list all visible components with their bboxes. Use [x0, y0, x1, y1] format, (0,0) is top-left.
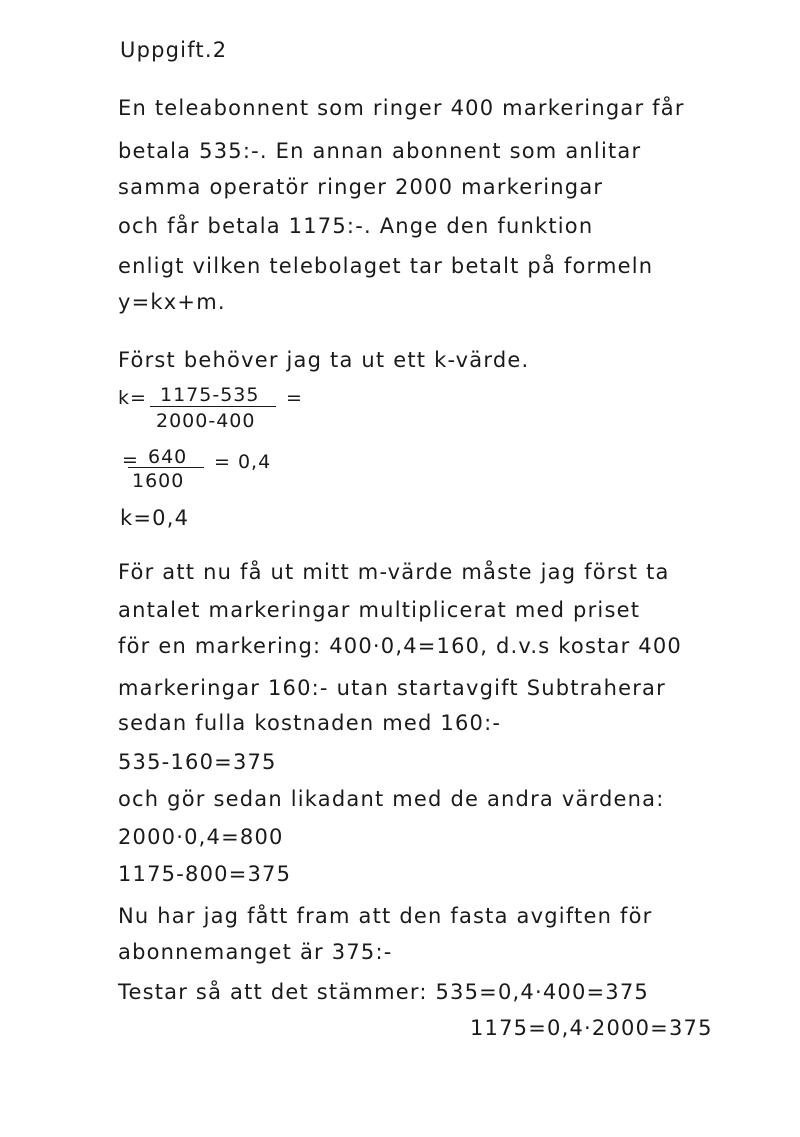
task-line: En teleabonnent som ringer 400 markeringar får	[118, 96, 685, 120]
task-line: y=kx+m.	[118, 290, 226, 314]
step2-prefix: =	[122, 449, 139, 471]
k-result: k=0,4	[120, 506, 190, 530]
m-line: 2000·0,4=800	[118, 825, 284, 849]
task-line: enligt vilken telebolaget tar betalt på formeln	[118, 254, 654, 278]
m-line: Nu har jag fått fram att den fasta avgiften för	[118, 904, 653, 928]
m-line: abonnemanget är 375:-	[118, 940, 393, 964]
fraction-numerator: 640	[148, 446, 188, 468]
m-line: sedan fulla kostnaden med 160:-	[118, 711, 502, 735]
m-line: 1175-800=375	[118, 862, 292, 886]
fraction-bar	[150, 406, 276, 407]
equals-sign: =	[286, 387, 303, 409]
m-line: för en markering: 400·0,4=160, d.v.s kostar 400	[118, 634, 682, 658]
task-line: och får betala 1175:-. Ange den funktion	[118, 214, 594, 238]
page-title: Uppgift.2	[120, 38, 228, 62]
k-intro: Först behöver jag ta ut ett k-värde.	[118, 348, 530, 372]
m-line: och gör sedan likadant med de andra värdena:	[118, 787, 665, 811]
m-line: För att nu få ut mitt m-värde måste jag först ta	[118, 560, 670, 584]
test-line: Testar så att det stämmer: 535=0,4·400=375	[118, 980, 649, 1004]
test-line: 1175=0,4·2000=375	[470, 1016, 713, 1040]
fraction-denominator: 1600	[132, 470, 185, 492]
fraction-denominator: 2000-400	[156, 410, 256, 432]
fraction-numerator: 1175-535	[160, 384, 260, 406]
m-line: markeringar 160:- utan startavgift Subtraherar	[118, 676, 666, 700]
task-line: samma operatör ringer 2000 markeringar	[118, 175, 604, 199]
task-line: betala 535:-. En annan abonnent som anlitar	[118, 139, 642, 163]
m-line: antalet markeringar multiplicerat med priset	[118, 598, 641, 622]
m-line: 535-160=375	[118, 750, 277, 774]
step2-result: = 0,4	[214, 451, 272, 473]
fraction-bar	[128, 467, 204, 468]
k-prefix: k=	[118, 387, 147, 409]
